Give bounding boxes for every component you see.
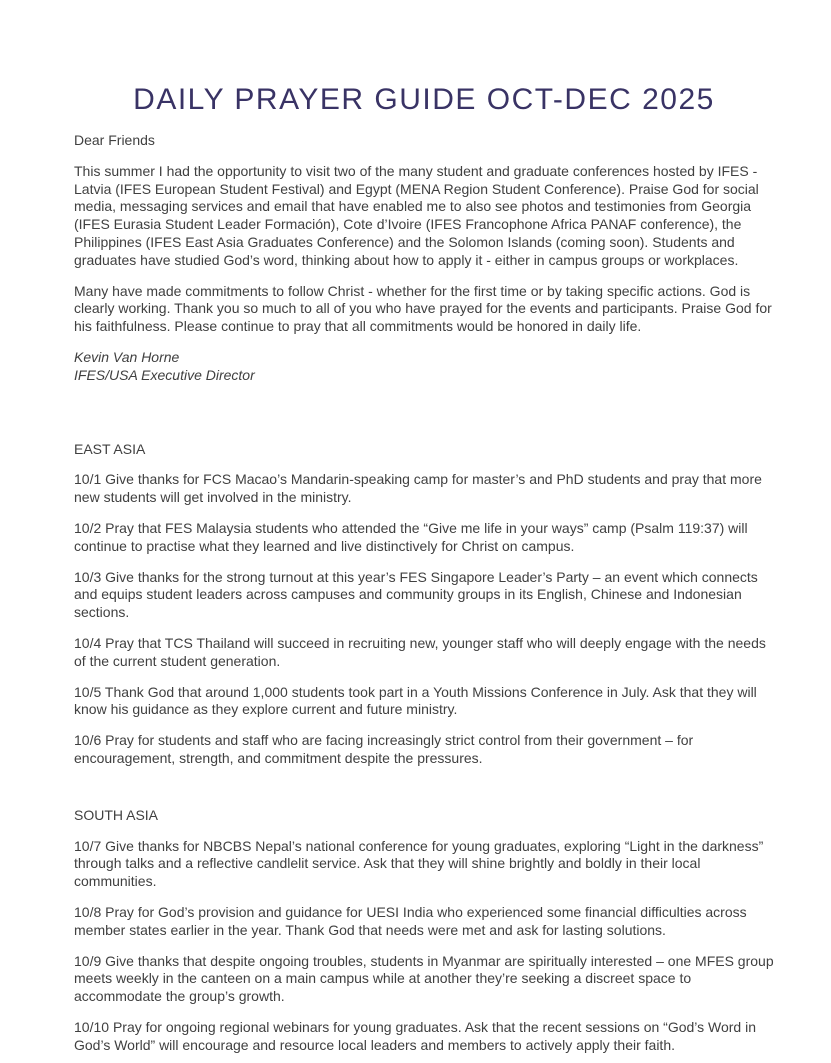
entry-date: 10/2 — [74, 519, 102, 536]
prayer-entry — [74, 471, 774, 507]
entry-date: 10/10 — [74, 1018, 110, 1035]
entry-text: Pray that FES Malaysia students who attended the “Give me life in your ways” camp (Psalm 119:37) will continue to practise what they learned and live distinctively for Christ on campus. — [74, 519, 748, 554]
entry-date: 10/8 — [74, 903, 102, 920]
signature-name: Kevin Van Horne — [74, 348, 180, 365]
entry-text: Pray for God’s provision and guidance for UESI India who experienced some financial difficulties across member states earlier in the year. Thank God that needs were met and ask for lasting solutions. — [74, 903, 747, 938]
entry-date: 10/3 — [74, 568, 102, 585]
entry-text: Pray that TCS Thailand will succeed in recruiting new, younger staff who will deeply engage with the needs of the current student generation. — [74, 634, 766, 669]
section-east-asia — [74, 441, 774, 768]
entry-date: 10/6 — [74, 732, 102, 749]
intro-paragraph-2: Many have made commitments to follow Christ - whether for the first time or by taking specific actions. God is clearly working. Thank you so much to all of you who have prayed for the events and participants. Praise God for his faithfulness. Please continue to pray that all commitments would be honored in daily life. — [74, 282, 772, 335]
signature-role: IFES/USA Executive Director — [74, 366, 255, 383]
section-south-asia — [74, 807, 774, 1055]
prayer-entry — [74, 1019, 774, 1055]
prayer-entry — [74, 904, 774, 940]
entry-text: Give thanks for FCS Macao’s Mandarin-speaking camp for master’s and PhD students and pray that more new students will get involved in the ministry. — [74, 471, 762, 506]
page-title: DAILY PRAYER GUIDE OCT-DEC 2025 — [133, 83, 715, 116]
entry-text: Pray for ongoing regional webinars for young graduates. Ask that the recent sessions on “God’s Word in God’s World” will encourage and resource local leaders and members to actively apply their faith. — [74, 1018, 757, 1053]
entry-date: 10/7 — [74, 837, 102, 854]
entry-text: Give thanks for NBCBS Nepal’s national conference for young graduates, exploring “Light in the darkness” through talks and a reflective candlelit service. Ask that they will shine brightly and boldly in their local communities. — [74, 837, 764, 890]
prayer-entry — [74, 520, 774, 556]
entry-date: 10/9 — [74, 952, 102, 969]
prayer-entry — [74, 838, 774, 891]
entry-date: 10/4 — [74, 634, 102, 651]
signature-block — [74, 349, 774, 385]
prayer-entry — [74, 684, 774, 720]
entry-date: 10/5 — [74, 683, 102, 700]
entry-text: Give thanks that despite ongoing troubles, students in Myanmar are spiritually interested – one MFES group meets weekly in the canteen on a main campus while at another they’re seeking a discreet space to accommodate the group’s growth. — [74, 952, 774, 1005]
prayer-entry — [74, 953, 774, 1006]
entry-text: Give thanks for the strong turnout at this year’s FES Singapore Leader’s Party – an event which connects and equips student leaders across campuses and community groups in its English, Chinese and Indonesian sections. — [74, 568, 758, 621]
intro-paragraph-1: This summer I had the opportunity to visit two of the many student and graduate conferences hosted by IFES - Latvia (IFES European Student Festival) and Egypt (MENA Region Student Conference). Praise God for social media, messaging services and email that have enabled me to also see photos and testimonies from Georgia (IFES Eurasia Student Leader Formación), Cote d’Ivoire (IFES Francophone Africa PANAF conference), the Philippines (IFES East Asia Graduates Conference) and the Solomon Islands (coming soon). Students and graduates have studied God’s word, thinking about how to apply it - either in campus groups or workplaces. — [74, 162, 759, 268]
entry-text: Thank God that around 1,000 students took part in a Youth Missions Conference in July. Ask that they will know his guidance as they explore current and future ministry. — [74, 683, 757, 718]
prayer-entry — [74, 635, 774, 671]
entry-text: Pray for students and staff who are facing increasingly strict control from their government – for encouragement, strength, and commitment despite the pressures. — [74, 732, 694, 766]
section-heading-east-asia: EAST ASIA — [74, 440, 146, 457]
section-heading-south-asia: SOUTH ASIA — [74, 806, 159, 823]
prayer-entry — [74, 732, 774, 768]
entry-date: 10/1 — [74, 471, 102, 488]
salutation: Dear Friends — [74, 132, 155, 148]
prayer-entry — [74, 569, 774, 622]
